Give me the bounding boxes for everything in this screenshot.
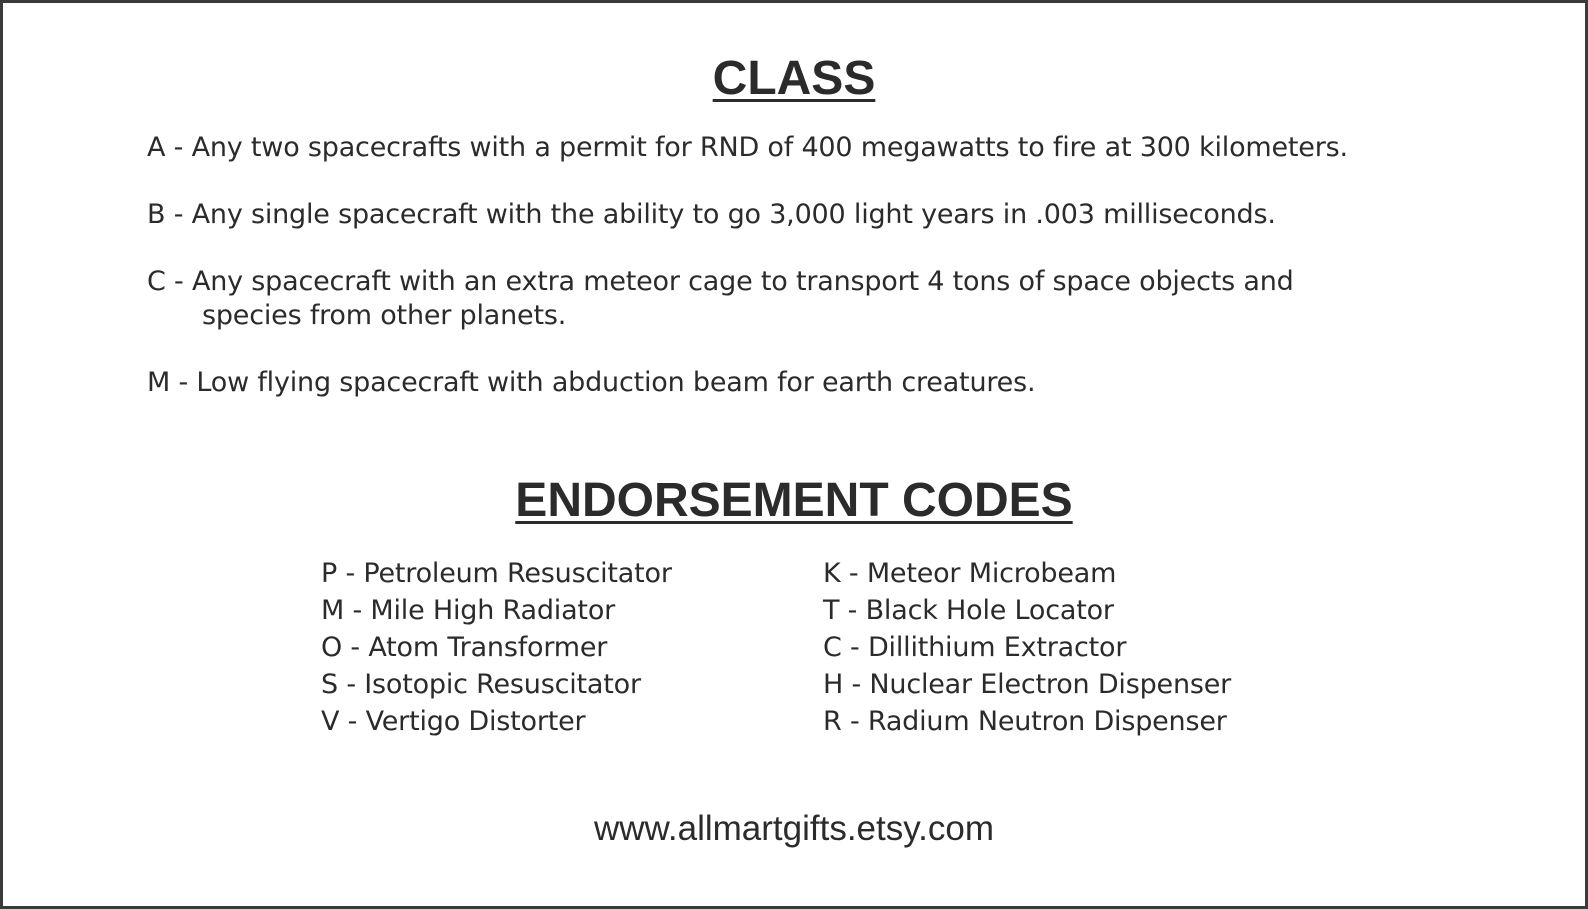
endorsement-codes-right-column xyxy=(823,555,1321,740)
class-item-text: C - Any spacecraft with an extra meteor cage to transport 4 tons of space objects and xyxy=(147,266,1294,297)
endorsement-code-r: R - Radium Neutron Dispenser xyxy=(823,706,1227,737)
endorsement-code-p: P - Petroleum Resuscitator xyxy=(321,558,672,589)
endorsement-code-o: O - Atom Transformer xyxy=(321,632,608,663)
class-item-text: B - Any single spacecraft with the ability to go 3,000 light years in .003 milliseconds. xyxy=(147,199,1276,230)
class-item-text: A - Any two spacecrafts with a permit for RND of 400 megawatts to fire at 300 kilometers. xyxy=(147,132,1348,163)
endorsement-code-v: V - Vertigo Distorter xyxy=(321,706,586,737)
website-url: www.allmartgifts.etsy.com xyxy=(594,809,994,848)
endorsement-codes-table xyxy=(321,555,1321,740)
endorsement-code-t: T - Black Hole Locator xyxy=(823,595,1114,626)
endorsement-codes-heading: ENDORSEMENT CODES xyxy=(515,474,1073,527)
class-item-b xyxy=(147,198,1467,232)
endorsement-code-c: C - Dillithium Extractor xyxy=(823,632,1127,663)
class-item-m xyxy=(147,366,1467,400)
class-heading: CLASS xyxy=(712,52,876,105)
class-item-text: M - Low flying spacecraft with abduction beam for earth creatures. xyxy=(147,367,1036,398)
class-item-c xyxy=(147,265,1467,333)
class-item-continuation: species from other planets. xyxy=(202,300,567,331)
class-item-a xyxy=(147,131,1467,165)
endorsement-code-m: M - Mile High Radiator xyxy=(321,595,616,626)
endorsement-code-k: K - Meteor Microbeam xyxy=(823,558,1117,589)
endorsement-code-h: H - Nuclear Electron Dispenser xyxy=(823,669,1232,700)
class-list xyxy=(147,131,1467,433)
endorsement-codes-left-column xyxy=(321,555,823,740)
endorsement-code-s: S - Isotopic Resuscitator xyxy=(321,669,641,700)
